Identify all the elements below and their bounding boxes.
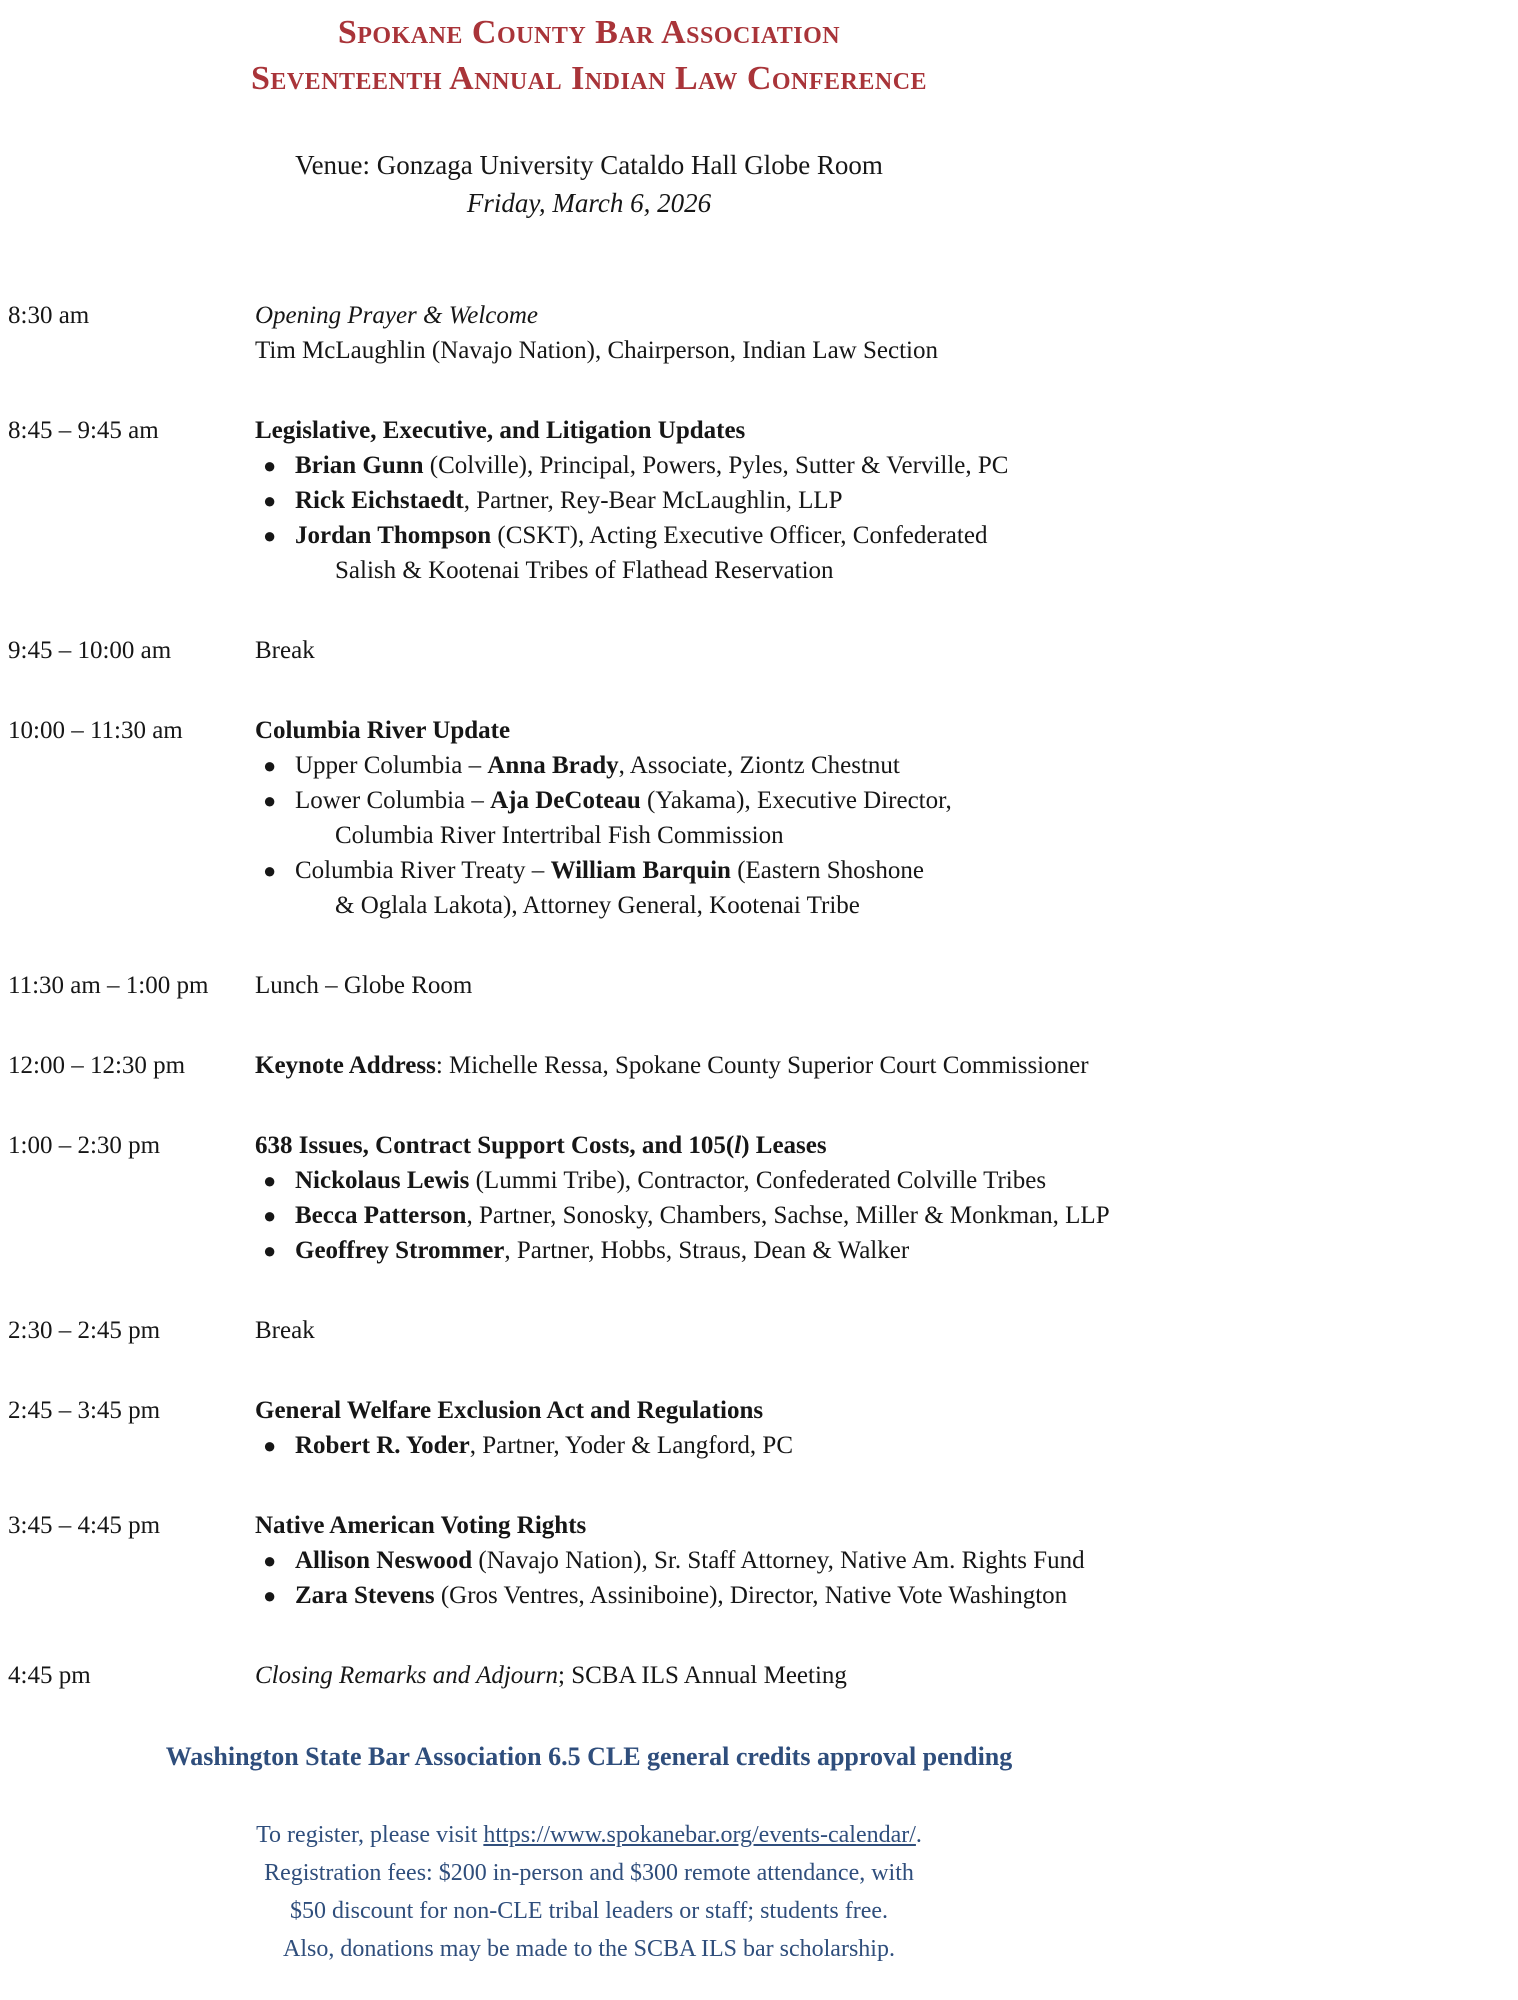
text-segment: Brian Gunn <box>295 452 424 479</box>
text-segment: Upper Columbia – <box>295 752 488 779</box>
text-segment: Opening Prayer & Welcome <box>255 302 539 329</box>
bullet-line <box>295 748 900 783</box>
bullet-item <box>255 1163 1170 1198</box>
schedule-row <box>8 713 1170 923</box>
bullet-item <box>255 448 1170 483</box>
text-segment: ) Leases <box>741 1132 827 1159</box>
text-segment: Lunch – Globe Room <box>255 972 473 999</box>
session-line <box>255 1658 1170 1693</box>
text-segment: Lower Columbia – <box>295 787 491 814</box>
bullet-line <box>295 1543 1085 1578</box>
session-content <box>255 298 1170 368</box>
bullet-line <box>295 518 987 553</box>
bullet-line <box>295 553 987 588</box>
text-segment: , Partner, Yoder & Langford, PC <box>469 1432 794 1459</box>
bullet-line <box>295 818 952 853</box>
bullet-icon: ● <box>263 453 277 478</box>
session-line <box>255 968 1170 1003</box>
bullet-lines <box>295 1233 909 1268</box>
text-segment: Registration fees: $200 in-person and $300 remote attendance, with <box>264 1860 914 1886</box>
bullet-item <box>255 1578 1170 1613</box>
bullet-lines <box>295 748 900 783</box>
text-segment: General Welfare Exclusion Act and Regulations <box>255 1397 764 1424</box>
time-label: 8:30 am <box>8 302 90 329</box>
time-label: 3:45 – 4:45 pm <box>8 1512 161 1539</box>
bullet-icon: ● <box>263 1203 277 1228</box>
bullet-lines <box>295 448 1008 483</box>
schedule-list <box>8 298 1170 1693</box>
registration-link[interactable]: https://www.spokanebar.org/events-calendar/ <box>483 1822 916 1848</box>
registration-line <box>8 1930 1170 1968</box>
time-label: 10:00 – 11:30 am <box>8 717 183 744</box>
bullet-icon: ● <box>263 1433 277 1458</box>
bullet-icon: ● <box>263 1238 277 1263</box>
session-content <box>255 413 1170 588</box>
bullet-icon: ● <box>263 523 277 548</box>
session-content <box>255 713 1170 923</box>
cle-credits-line: Washington State Bar Association 6.5 CLE general credits approval pending <box>165 1742 1013 1771</box>
session-line <box>255 1128 1170 1163</box>
session-line <box>255 413 1170 448</box>
text-segment: (Yakama), Executive Director, <box>640 787 952 814</box>
text-segment: (Navajo Nation), Sr. Staff Attorney, Native Am. Rights Fund <box>472 1547 1085 1574</box>
text-segment: Nickolaus Lewis <box>295 1167 470 1194</box>
bullet-item <box>255 1428 1170 1463</box>
text-segment: Jordan Thompson <box>295 522 492 549</box>
session-content <box>255 1508 1170 1613</box>
text-segment: Allison Neswood <box>295 1547 473 1574</box>
text-segment: , Partner, Sonosky, Chambers, Sachse, Miller & Monkman, LLP <box>466 1202 1110 1229</box>
bullet-icon: ● <box>263 788 277 813</box>
text-segment: , Partner, Hobbs, Straus, Dean & Walker <box>504 1237 910 1264</box>
schedule-row <box>8 1508 1170 1613</box>
text-segment: Zara Stevens <box>295 1582 435 1609</box>
bullet-lines <box>295 783 952 853</box>
venue-block <box>8 146 1170 222</box>
session-line <box>255 333 1170 368</box>
schedule-row <box>8 968 1170 1003</box>
session-line <box>255 1313 1170 1348</box>
bullet-lines <box>295 483 843 518</box>
text-segment: (Lummi Tribe), Contractor, Confederated Colville Tribes <box>469 1167 1047 1194</box>
text-segment: (Gros Ventres, Assiniboine), Director, Native Vote Washington <box>434 1582 1068 1609</box>
text-segment: & Oglala Lakota), Attorney General, Kootenai Tribe <box>335 892 860 919</box>
session-content <box>255 1048 1170 1083</box>
bullet-item <box>255 1198 1170 1233</box>
bullet-item <box>255 1233 1170 1268</box>
text-segment: (CSKT), Acting Executive Officer, Confederated <box>491 522 988 549</box>
session-line <box>255 298 1170 333</box>
bullet-icon: ● <box>263 488 277 513</box>
text-segment: Geoffrey Strommer <box>295 1237 505 1264</box>
bullet-line <box>295 1233 909 1268</box>
bullet-line <box>295 483 843 518</box>
text-segment: Closing Remarks and Adjourn <box>255 1662 559 1689</box>
bullet-icon: ● <box>263 858 277 883</box>
text-segment: , Associate, Ziontz Chestnut <box>618 752 900 779</box>
schedule-row <box>8 633 1170 668</box>
bullet-icon: ● <box>263 1548 277 1573</box>
time-label: 4:45 pm <box>8 1662 91 1689</box>
text-segment: Rick Eichstaedt <box>295 487 464 514</box>
bullet-line <box>295 1198 1110 1233</box>
schedule-row <box>8 1393 1170 1463</box>
time-label: 1:00 – 2:30 pm <box>8 1132 161 1159</box>
text-segment: Columbia River Treaty – <box>295 857 551 884</box>
text-segment: l <box>734 1132 742 1159</box>
text-segment: Native American Voting Rights <box>255 1512 587 1539</box>
bullet-lines <box>295 1163 1046 1198</box>
time-label: 2:45 – 3:45 pm <box>8 1397 161 1424</box>
bullet-item <box>255 518 1170 588</box>
session-line <box>255 1048 1170 1083</box>
text-segment: Anna Brady <box>487 752 619 779</box>
text-segment: (Eastern Shoshone <box>730 857 924 884</box>
session-content <box>255 1658 1170 1693</box>
bullet-icon: ● <box>263 753 277 778</box>
bullet-lines <box>295 1543 1085 1578</box>
schedule-row <box>8 413 1170 588</box>
text-segment: . <box>915 1822 922 1848</box>
title-line-1: Spokane County Bar Association <box>337 14 841 51</box>
time-label: 8:45 – 9:45 am <box>8 417 159 444</box>
bullet-line <box>295 853 924 888</box>
session-line <box>255 633 1170 668</box>
time-label: 2:30 – 2:45 pm <box>8 1317 161 1344</box>
venue-line: Venue: Gonzaga University Cataldo Hall Globe Room <box>295 150 883 180</box>
session-line <box>255 1393 1170 1428</box>
schedule-row <box>8 1313 1170 1348</box>
session-line <box>255 713 1170 748</box>
time-label: 12:00 – 12:30 pm <box>8 1052 186 1079</box>
bullet-item <box>255 783 1170 853</box>
bullet-icon: ● <box>263 1583 277 1608</box>
bullet-item <box>255 853 1170 923</box>
text-segment: , Partner, Rey-Bear McLaughlin, LLP <box>463 487 843 514</box>
schedule-row <box>8 1048 1170 1083</box>
text-segment: ; SCBA ILS Annual Meeting <box>558 1662 847 1689</box>
text-segment: Columbia River Update <box>255 717 511 744</box>
session-content <box>255 1393 1170 1463</box>
bullet-line <box>295 783 952 818</box>
text-segment: To register, please visit <box>256 1822 484 1848</box>
bullet-item <box>255 748 1170 783</box>
bullet-lines <box>295 1198 1110 1233</box>
session-content <box>255 1128 1170 1268</box>
text-segment: (Colville), Principal, Powers, Pyles, Sutter & Verville, PC <box>423 452 1009 479</box>
text-segment: William Barquin <box>550 857 731 884</box>
text-segment: Columbia River Intertribal Fish Commission <box>335 822 784 849</box>
bullet-icon: ● <box>263 1168 277 1193</box>
registration-line <box>8 1892 1170 1930</box>
document-header <box>8 10 1170 102</box>
schedule-row <box>8 298 1170 368</box>
schedule-row <box>8 1658 1170 1693</box>
session-content <box>255 633 1170 668</box>
schedule-row <box>8 1128 1170 1268</box>
registration-line <box>8 1816 1170 1854</box>
text-segment: 638 Issues, Contract Support Costs, and 105( <box>255 1132 735 1159</box>
bullet-lines <box>295 1428 793 1463</box>
bullet-item <box>255 1543 1170 1578</box>
time-label: 11:30 am – 1:00 pm <box>8 972 209 999</box>
text-segment: Salish & Kootenai Tribes of Flathead Reservation <box>335 557 834 584</box>
registration-info <box>8 1816 1170 1968</box>
text-segment: Tim McLaughlin (Navajo Nation), Chairperson, Indian Law Section <box>255 337 938 364</box>
text-segment: Break <box>255 637 315 664</box>
text-segment: Also, donations may be made to the SCBA ILS bar scholarship. <box>283 1936 895 1962</box>
text-segment: Aja DeCoteau <box>490 787 641 814</box>
bullet-line <box>295 888 924 923</box>
session-line <box>255 1508 1170 1543</box>
time-label: 9:45 – 10:00 am <box>8 637 172 664</box>
bullet-line <box>295 1163 1046 1198</box>
session-content <box>255 968 1170 1003</box>
text-segment: : Michelle Ressa, Spokane County Superior Court Commissioner <box>435 1052 1089 1079</box>
bullet-line <box>295 448 1008 483</box>
text-segment: Keynote Address <box>255 1052 436 1079</box>
bullet-item <box>255 483 1170 518</box>
session-content <box>255 1313 1170 1348</box>
bullet-line <box>295 1428 793 1463</box>
text-segment: $50 discount for non-CLE tribal leaders or staff; students free. <box>289 1898 889 1924</box>
text-segment: Legislative, Executive, and Litigation Updates <box>255 417 746 444</box>
registration-line <box>8 1854 1170 1892</box>
bullet-line <box>295 1578 1067 1613</box>
text-segment: Robert R. Yoder <box>295 1432 470 1459</box>
bullet-lines <box>295 518 987 588</box>
bullet-lines <box>295 853 924 923</box>
text-segment: Break <box>255 1317 315 1344</box>
date-line: Friday, March 6, 2026 <box>466 188 712 218</box>
text-segment: Becca Patterson <box>295 1202 467 1229</box>
bullet-lines <box>295 1578 1067 1613</box>
title-line-2: Seventeenth Annual Indian Law Conference <box>250 60 928 97</box>
